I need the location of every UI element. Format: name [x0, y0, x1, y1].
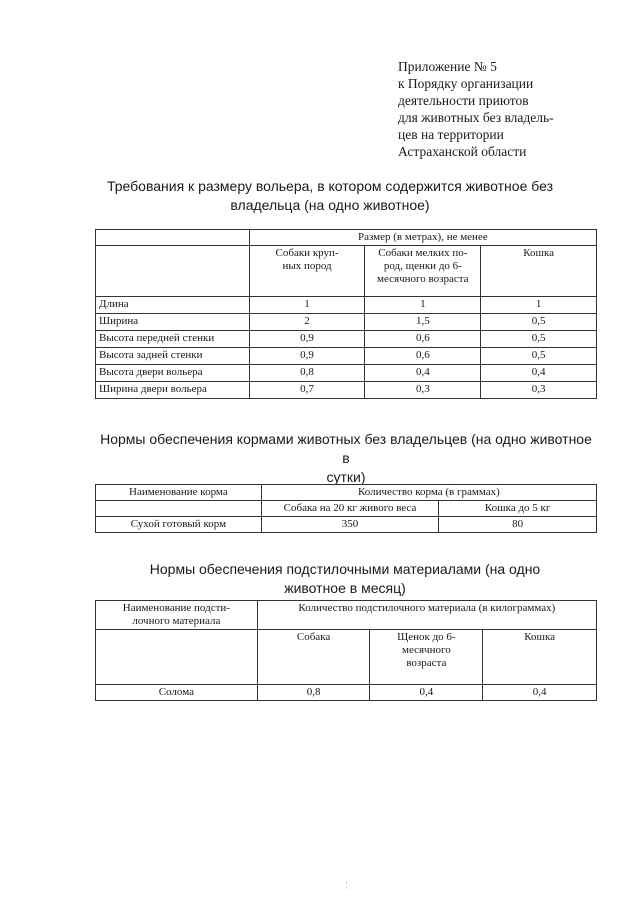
row-value: 0,3	[481, 382, 597, 399]
column-label-line: месячного возраста	[377, 273, 469, 285]
row-value: 0,5	[481, 314, 597, 331]
row-label: Ширина	[96, 314, 250, 331]
column-label-line: Наименование подсти-	[122, 602, 230, 614]
column-label-line: род, щенки до 6-	[383, 260, 462, 272]
table-cell-empty	[96, 630, 258, 685]
column-small-dogs	[365, 246, 481, 297]
col-cat-5kg: Кошка до 5 кг	[439, 501, 597, 517]
col-feed-name: Наименование корма	[96, 485, 262, 501]
row-value: 0,4	[365, 365, 481, 382]
table-row	[96, 314, 597, 331]
row-value: 0,8	[257, 685, 370, 701]
row-label: Сухой готовый корм	[96, 517, 262, 533]
row-value: 1	[249, 297, 365, 314]
table-row	[96, 331, 597, 348]
column-label-line: Собаки мелких по-	[378, 247, 468, 259]
row-value: 0,5	[481, 331, 597, 348]
col-cat: Кошка	[483, 630, 597, 685]
row-value: 1,5	[365, 314, 481, 331]
bedding-table	[95, 600, 597, 701]
appendix-line: Приложение № 5	[398, 59, 497, 74]
row-value: 0,4	[481, 365, 597, 382]
col-dog: Собака	[257, 630, 370, 685]
section3-title-line2: животное в месяц)	[284, 580, 406, 596]
col-bedding-qty: Количество подстилочного материала (в килограммах)	[257, 601, 596, 630]
row-value: 2	[249, 314, 365, 331]
feed-table	[95, 484, 597, 533]
col-bedding-name	[96, 601, 258, 630]
row-value: 80	[439, 517, 597, 533]
column-label-line: лочного материала	[132, 615, 221, 627]
section1-title	[100, 177, 560, 215]
table-row	[96, 382, 597, 399]
table-row	[96, 365, 597, 382]
table-row	[96, 517, 597, 533]
column-label-line: Кошка	[523, 247, 555, 259]
appendix-line: к Порядку организации	[398, 76, 534, 91]
section3-title-line1: Нормы обеспечения подстилочными материалами (на одно	[149, 561, 541, 577]
row-value: 0,4	[370, 685, 483, 701]
table-cell-empty	[96, 230, 250, 246]
row-value: 350	[261, 517, 439, 533]
row-value: 1	[365, 297, 481, 314]
column-cat	[481, 246, 597, 297]
size-header: Размер (в метрах), не менее	[249, 230, 596, 246]
table-row	[96, 348, 597, 365]
row-value: 0,3	[365, 382, 481, 399]
table-row	[96, 297, 597, 314]
page-mark: ¦	[346, 880, 348, 889]
enclosure-size-table	[95, 229, 597, 399]
row-value: 0,5	[481, 348, 597, 365]
section1-title-line2: владельца (на одно животное)	[230, 197, 430, 213]
appendix-line: цев на территории	[398, 127, 504, 142]
row-value: 0,9	[249, 331, 365, 348]
row-label: Высота передней стенки	[96, 331, 250, 348]
section2-title-line2: сутки)	[326, 469, 366, 485]
row-value: 0,9	[249, 348, 365, 365]
column-label-line: Щенок до 6-	[397, 631, 456, 643]
row-label: Солома	[96, 685, 258, 701]
row-label: Высота двери вольера	[96, 365, 250, 382]
column-label-line: месячного	[401, 644, 451, 656]
section1-title-line1: Требования к размеру вольера, в котором содержится животное без	[106, 178, 554, 194]
appendix-line: Астраханской области	[398, 144, 527, 159]
row-value: 0,6	[365, 331, 481, 348]
table-row	[96, 685, 597, 701]
row-label: Высота задней стенки	[96, 348, 250, 365]
section2-title-line1: Нормы обеспечения кормами животных без владельцев (на одно животное в	[100, 431, 592, 466]
appendix-line: для животных без владель-	[398, 110, 554, 125]
appendix-line: деятельности приютов	[398, 93, 529, 108]
row-value: 0,8	[249, 365, 365, 382]
table-cell-empty	[96, 501, 262, 517]
appendix-header	[398, 58, 598, 160]
row-value: 1	[481, 297, 597, 314]
column-label-line: возраста	[406, 657, 447, 669]
table-cell-empty	[96, 246, 250, 297]
row-label: Ширина двери вольера	[96, 382, 250, 399]
row-value: 0,7	[249, 382, 365, 399]
section2-title	[95, 430, 597, 487]
section3-title	[120, 560, 570, 598]
column-large-dogs	[249, 246, 365, 297]
col-dog-20kg: Собака на 20 кг живого веса	[261, 501, 439, 517]
row-label: Длина	[96, 297, 250, 314]
row-value: 0,4	[483, 685, 597, 701]
col-feed-qty: Количество корма (в граммах)	[261, 485, 596, 501]
col-puppy	[370, 630, 483, 685]
column-label-line: ных пород	[282, 260, 332, 272]
row-value: 0,6	[365, 348, 481, 365]
column-label-line: Собаки круп-	[275, 247, 339, 259]
